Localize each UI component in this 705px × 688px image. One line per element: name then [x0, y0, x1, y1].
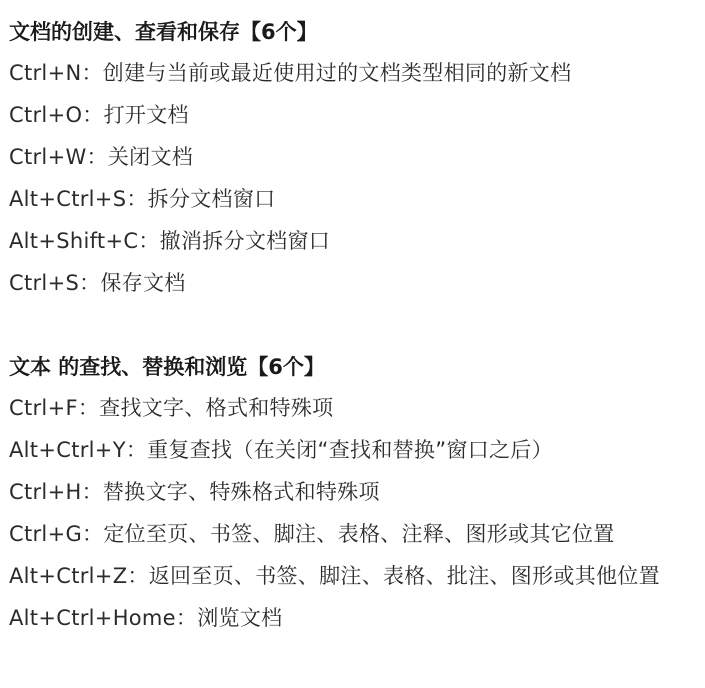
shortcut-keys: Alt+Shift+C	[9, 229, 139, 253]
shortcut-keys: Ctrl+W	[9, 145, 87, 169]
shortcut-separator: ：	[81, 480, 103, 504]
shortcut-item	[9, 220, 699, 262]
shortcut-separator: ：	[82, 103, 104, 127]
section-heading: 文档的创建、查看和保存【6个】	[9, 20, 318, 44]
shortcut-separator: ：	[138, 229, 160, 253]
shortcut-description: 保存文档	[100, 271, 186, 295]
shortcut-separator: ：	[82, 522, 104, 546]
shortcut-item	[9, 471, 699, 513]
shortcut-separator: ：	[77, 396, 100, 420]
shortcut-item	[9, 513, 699, 555]
section-text-find-replace-browse	[9, 347, 699, 639]
shortcut-description: 创建与当前或最近使用过的文档类型相同的新文档	[102, 61, 572, 85]
shortcut-keys: Alt+Ctrl+Z	[9, 564, 128, 588]
shortcut-item	[9, 136, 699, 178]
shortcut-keys: Ctrl+G	[9, 522, 83, 546]
shortcut-item	[9, 262, 699, 304]
section-document-create-view-save	[9, 12, 699, 304]
shortcut-keys: Alt+Ctrl+S	[9, 187, 127, 211]
shortcut-keys: Ctrl+O	[9, 103, 83, 127]
shortcut-item	[9, 429, 699, 471]
shortcut-description: 浏览文档	[197, 606, 283, 630]
section-heading: 文本 的查找、替换和浏览【6个】	[9, 355, 325, 379]
shortcut-keys: Alt+Ctrl+Y	[9, 438, 126, 462]
shortcut-description: 打开文档	[103, 103, 189, 127]
shortcut-separator: ：	[81, 61, 103, 85]
shortcut-description: 定位至页、书签、脚注、表格、注释、图形或其它位置	[103, 522, 615, 546]
shortcut-separator: ：	[86, 145, 108, 169]
shortcut-keys: Ctrl+F	[9, 396, 78, 420]
shortcut-separator: ：	[79, 271, 101, 295]
shortcut-item	[9, 178, 699, 220]
shortcut-keys: Alt+Ctrl+Home	[9, 606, 176, 630]
shortcut-description: 返回至页、书签、脚注、表格、批注、图形或其他位置	[148, 564, 660, 588]
shortcut-item	[9, 387, 699, 429]
shortcut-separator: ：	[127, 564, 149, 588]
shortcut-item	[9, 597, 699, 639]
shortcut-item	[9, 94, 699, 136]
shortcut-description: 替换文字、特殊格式和特殊项	[102, 480, 380, 504]
shortcut-separator: ：	[175, 606, 198, 630]
shortcut-item	[9, 52, 699, 94]
shortcut-description: 查找文字、格式和特殊项	[99, 396, 334, 420]
shortcut-description: 重复查找（在关闭“查找和替换”窗口之后）	[147, 438, 553, 462]
shortcut-description: 撤消拆分文档窗口	[159, 229, 331, 253]
shortcut-keys: Ctrl+N	[9, 61, 82, 85]
shortcut-item	[9, 555, 699, 597]
shortcut-keys: Ctrl+H	[9, 480, 82, 504]
shortcut-description: 拆分文档窗口	[147, 187, 276, 211]
shortcut-separator: ：	[125, 438, 148, 462]
shortcut-description: 关闭文档	[107, 145, 194, 169]
shortcut-separator: ：	[126, 187, 148, 211]
shortcut-keys: Ctrl+S	[9, 271, 80, 295]
